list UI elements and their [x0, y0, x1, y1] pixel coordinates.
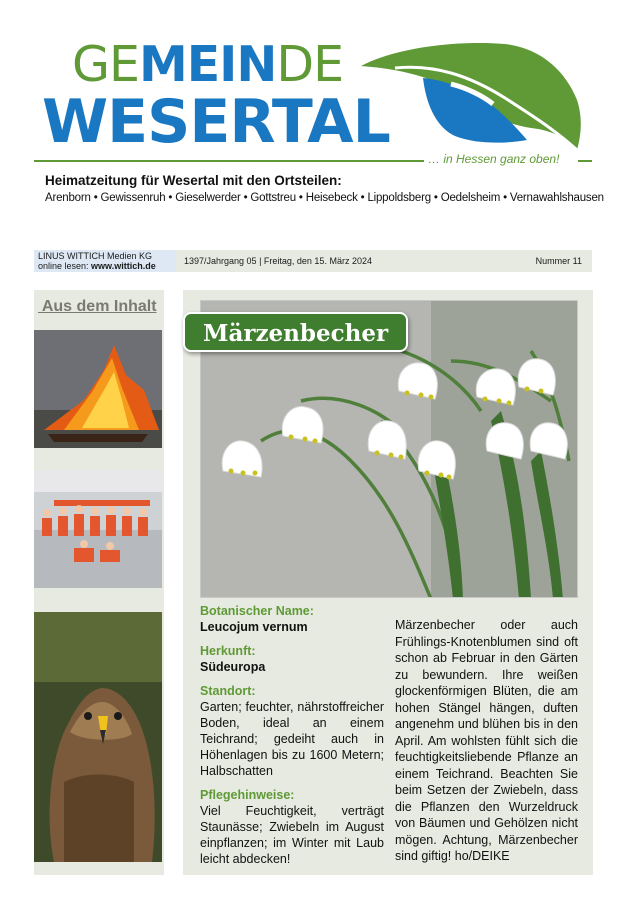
publisher-name: LINUS WITTICH Medien KG [38, 251, 153, 261]
fact-value-care: Viel Feuchtigkeit, verträgt Staunässe; Zwiebeln im August einpflanzen; im Winter mit Laub leicht abdecken! [200, 804, 384, 866]
publisher-box [34, 250, 176, 272]
title-mein: MEIN [138, 36, 277, 93]
eagle-thumbnail[interactable] [34, 612, 162, 862]
masthead-title-line2: WESERTAL [42, 87, 390, 157]
leaf-logo-icon [355, 40, 585, 155]
article-body: Märzenbecher oder auch Frühlings-Knotenblumen sind oft schon ab Februar in den Gärten zu bewundern. Ihre weißen glockenförmigen Blüten, die am hohen Stängel hängen, duften angenehm und blühen bis in den April. Am wohlsten fühlt sich die feuchtigkeitsliebende Pflanze an einem Teichrand. Beachten Sie beim Setzen der Zwiebeln, dass die Pflanzen den Wurzeldruck von Bäumen und Gehölzen nicht mögen. Achtung, Märzenbecher sind giftig! ho/DEIKE [395, 618, 578, 863]
fact-box [200, 603, 384, 867]
feature-title-badge: Märzenbecher [183, 312, 408, 352]
masthead-tagline: … in Hessen ganz oben! [428, 152, 560, 166]
masthead-rule [34, 160, 424, 162]
masthead-title-line1 [72, 36, 344, 93]
issue-info-bar [34, 250, 592, 272]
contents-heading: Aus dem Inhalt [38, 298, 157, 315]
fact-value-botanical: Leucojum vernum [200, 620, 308, 634]
bonfire-photo-icon [34, 330, 162, 448]
online-prefix: online lesen: [38, 261, 92, 271]
fact-label-location: Standort: [200, 684, 256, 698]
eagle-photo-icon [34, 612, 162, 862]
fact-value-origin: Südeuropa [200, 660, 266, 674]
issue-details: 1397/Jahrgang 05 | Freitag, den 15. März 2024 [184, 256, 372, 266]
online-read [38, 261, 176, 271]
masthead-districts: Arenborn • Gewissenruh • Gieselwerder • Gottstreu • Heisebeck • Lippoldsberg • Oedelsheim • Vernawahlshausen [45, 192, 604, 204]
team-photo-icon [34, 470, 162, 588]
masthead-subtitle: Heimatzeitung für Wesertal mit den Ortsteilen: [45, 173, 342, 188]
masthead [0, 0, 625, 204]
feature-article [183, 290, 593, 875]
masthead-rule-end [578, 160, 592, 162]
fact-value-location: Garten; feuchter, nährstoffreicher Boden, ideal an einem Teichrand; gedeiht auch in Höhenlagen bis zu 1600 Metern; Halbschatten [200, 700, 384, 778]
online-url-link[interactable]: www.wittich.de [91, 261, 156, 271]
sports-thumbnail[interactable] [34, 470, 162, 588]
title-ge: GE [72, 36, 139, 93]
contents-sidebar [34, 290, 164, 875]
fact-label-origin: Herkunft: [200, 644, 256, 658]
fact-label-botanical: Botanischer Name: [200, 604, 314, 618]
issue-number: Nummer 11 [535, 256, 582, 266]
title-de: DE [276, 36, 344, 93]
fact-label-care: Pflegehinweise: [200, 788, 295, 802]
bonfire-thumbnail[interactable] [34, 330, 162, 448]
